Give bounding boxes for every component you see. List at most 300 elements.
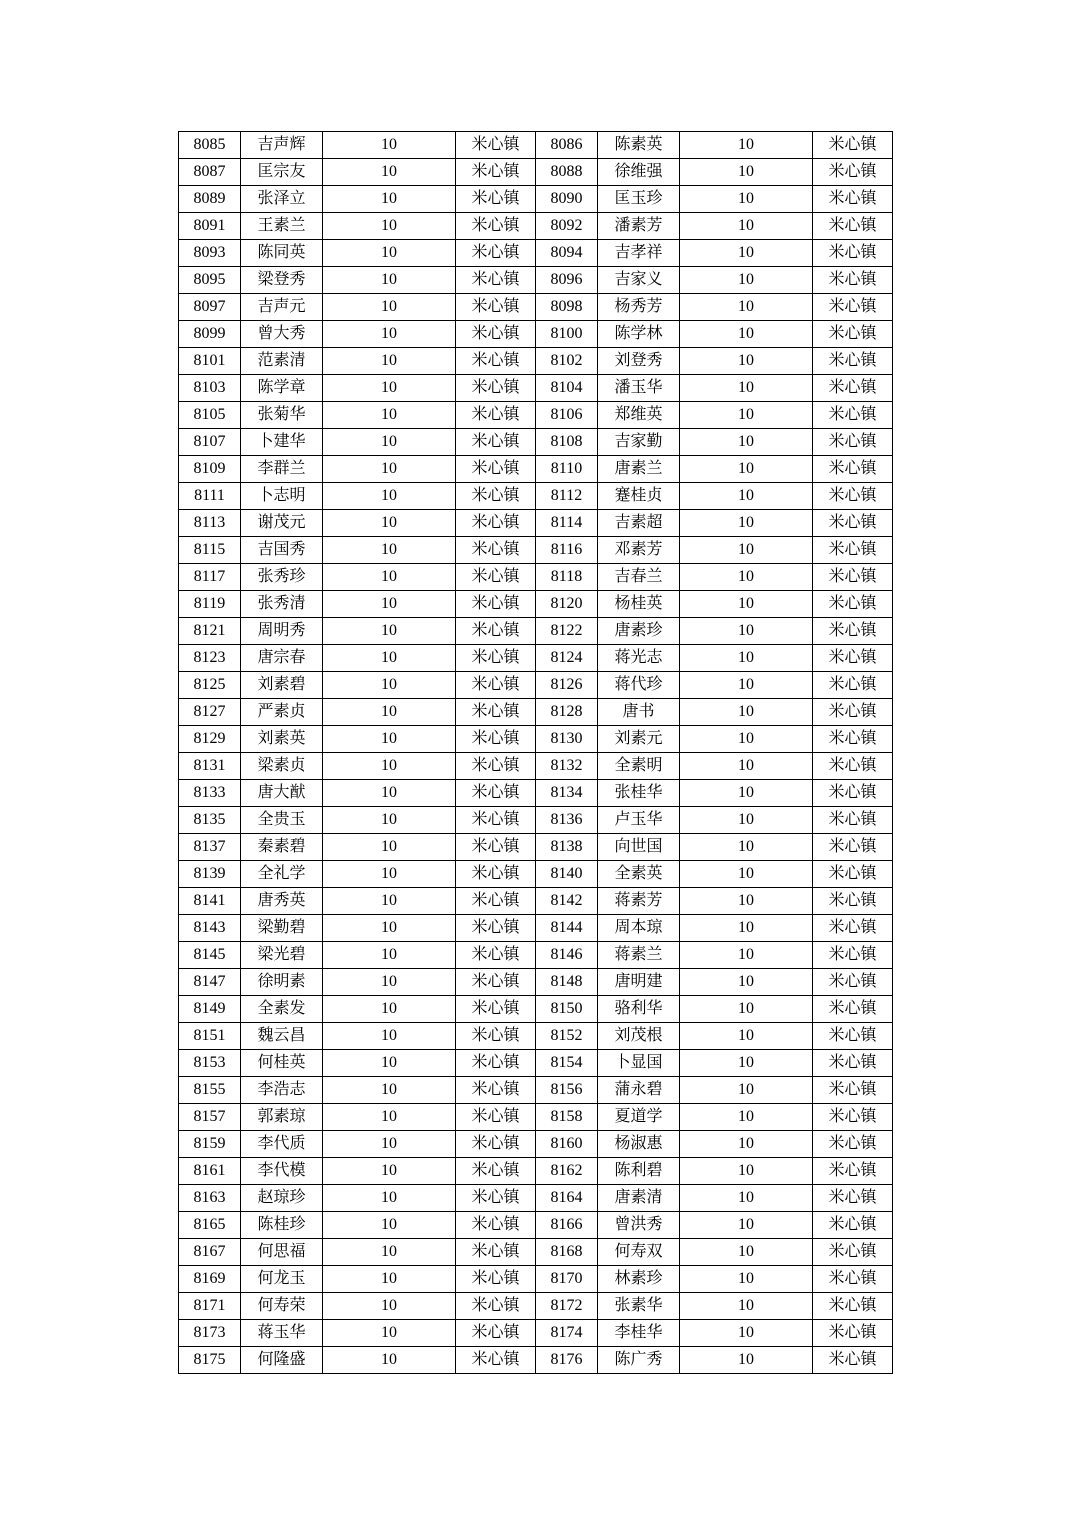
table-row — [179, 321, 893, 348]
cell-name: 何思福 — [241, 1239, 323, 1266]
cell-id: 8147 — [179, 969, 241, 996]
cell-amount: 10 — [680, 1158, 813, 1185]
table-row — [179, 267, 893, 294]
cell-id: 8120 — [536, 591, 598, 618]
cell-amount: 10 — [323, 1239, 456, 1266]
cell-name: 蒋素芳 — [598, 888, 680, 915]
cell-id: 8172 — [536, 1293, 598, 1320]
cell-town: 米心镇 — [456, 618, 536, 645]
cell-town: 米心镇 — [813, 375, 893, 402]
table-row — [179, 672, 893, 699]
cell-town: 米心镇 — [456, 888, 536, 915]
cell-town: 米心镇 — [813, 402, 893, 429]
cell-town: 米心镇 — [813, 780, 893, 807]
table-row — [179, 1347, 893, 1374]
cell-id: 8162 — [536, 1158, 598, 1185]
cell-name: 梁光碧 — [241, 942, 323, 969]
cell-town: 米心镇 — [456, 240, 536, 267]
table-row — [179, 1293, 893, 1320]
cell-amount: 10 — [680, 969, 813, 996]
cell-name: 卜建华 — [241, 429, 323, 456]
cell-name: 吉素超 — [598, 510, 680, 537]
cell-name: 吉家勤 — [598, 429, 680, 456]
table-row — [179, 1320, 893, 1347]
cell-amount: 10 — [680, 1185, 813, 1212]
cell-town: 米心镇 — [456, 861, 536, 888]
cell-id: 8145 — [179, 942, 241, 969]
cell-name: 刘素碧 — [241, 672, 323, 699]
cell-amount: 10 — [323, 834, 456, 861]
cell-name: 杨桂英 — [598, 591, 680, 618]
cell-name: 唐大猷 — [241, 780, 323, 807]
cell-town: 米心镇 — [456, 321, 536, 348]
cell-amount: 10 — [323, 1320, 456, 1347]
table-row — [179, 591, 893, 618]
cell-amount: 10 — [323, 915, 456, 942]
cell-id: 8138 — [536, 834, 598, 861]
cell-id: 8152 — [536, 1023, 598, 1050]
cell-amount: 10 — [323, 1347, 456, 1374]
cell-id: 8173 — [179, 1320, 241, 1347]
table-row — [179, 807, 893, 834]
cell-town: 米心镇 — [813, 726, 893, 753]
table-row — [179, 240, 893, 267]
cell-town: 米心镇 — [456, 699, 536, 726]
cell-amount: 10 — [680, 726, 813, 753]
cell-town: 米心镇 — [456, 537, 536, 564]
cell-id: 8125 — [179, 672, 241, 699]
cell-name: 陈利碧 — [598, 1158, 680, 1185]
records-table — [178, 131, 893, 1374]
cell-name: 魏云昌 — [241, 1023, 323, 1050]
cell-town: 米心镇 — [813, 240, 893, 267]
cell-id: 8150 — [536, 996, 598, 1023]
cell-id: 8093 — [179, 240, 241, 267]
table-row — [179, 699, 893, 726]
cell-name: 王素兰 — [241, 213, 323, 240]
cell-amount: 10 — [680, 861, 813, 888]
cell-town: 米心镇 — [456, 1158, 536, 1185]
table-body — [179, 132, 893, 1374]
cell-amount: 10 — [323, 591, 456, 618]
cell-id: 8085 — [179, 132, 241, 159]
cell-name: 唐素清 — [598, 1185, 680, 1212]
cell-name: 李桂华 — [598, 1320, 680, 1347]
cell-id: 8167 — [179, 1239, 241, 1266]
cell-id: 8090 — [536, 186, 598, 213]
cell-name: 蹇桂贞 — [598, 483, 680, 510]
cell-id: 8160 — [536, 1131, 598, 1158]
cell-amount: 10 — [323, 132, 456, 159]
cell-name: 何寿双 — [598, 1239, 680, 1266]
cell-name: 严素贞 — [241, 699, 323, 726]
table-row — [179, 1158, 893, 1185]
cell-amount: 10 — [323, 1158, 456, 1185]
cell-id: 8119 — [179, 591, 241, 618]
cell-town: 米心镇 — [456, 1050, 536, 1077]
cell-town: 米心镇 — [456, 186, 536, 213]
cell-amount: 10 — [680, 1131, 813, 1158]
cell-town: 米心镇 — [813, 267, 893, 294]
table-row — [179, 1185, 893, 1212]
cell-name: 李群兰 — [241, 456, 323, 483]
cell-name: 吉春兰 — [598, 564, 680, 591]
cell-town: 米心镇 — [456, 1023, 536, 1050]
cell-id: 8136 — [536, 807, 598, 834]
cell-id: 8094 — [536, 240, 598, 267]
cell-id: 8110 — [536, 456, 598, 483]
cell-town: 米心镇 — [813, 1131, 893, 1158]
cell-id: 8161 — [179, 1158, 241, 1185]
cell-town: 米心镇 — [813, 591, 893, 618]
cell-name: 林素珍 — [598, 1266, 680, 1293]
cell-amount: 10 — [323, 1023, 456, 1050]
table-row — [179, 726, 893, 753]
cell-id: 8149 — [179, 996, 241, 1023]
table-row — [179, 942, 893, 969]
cell-town: 米心镇 — [456, 510, 536, 537]
cell-amount: 10 — [680, 1212, 813, 1239]
cell-id: 8141 — [179, 888, 241, 915]
table-row — [179, 834, 893, 861]
cell-amount: 10 — [323, 186, 456, 213]
cell-town: 米心镇 — [456, 834, 536, 861]
cell-id: 8128 — [536, 699, 598, 726]
cell-name: 潘素芳 — [598, 213, 680, 240]
cell-id: 8166 — [536, 1212, 598, 1239]
table-row — [179, 348, 893, 375]
cell-name: 梁勤碧 — [241, 915, 323, 942]
cell-amount: 10 — [323, 294, 456, 321]
cell-amount: 10 — [323, 618, 456, 645]
cell-name: 梁素贞 — [241, 753, 323, 780]
cell-id: 8100 — [536, 321, 598, 348]
cell-name: 周本琼 — [598, 915, 680, 942]
cell-name: 赵琼珍 — [241, 1185, 323, 1212]
table-row — [179, 996, 893, 1023]
cell-name: 杨秀芳 — [598, 294, 680, 321]
table-row — [179, 510, 893, 537]
cell-id: 8143 — [179, 915, 241, 942]
cell-town: 米心镇 — [813, 861, 893, 888]
cell-name: 全贵玉 — [241, 807, 323, 834]
cell-town: 米心镇 — [813, 915, 893, 942]
cell-amount: 10 — [323, 1293, 456, 1320]
cell-town: 米心镇 — [813, 1266, 893, 1293]
cell-town: 米心镇 — [456, 564, 536, 591]
cell-town: 米心镇 — [813, 294, 893, 321]
cell-amount: 10 — [680, 375, 813, 402]
cell-amount: 10 — [680, 888, 813, 915]
cell-amount: 10 — [680, 321, 813, 348]
cell-name: 郑维英 — [598, 402, 680, 429]
cell-name: 吉国秀 — [241, 537, 323, 564]
cell-name: 蒋代珍 — [598, 672, 680, 699]
cell-id: 8087 — [179, 159, 241, 186]
cell-town: 米心镇 — [813, 699, 893, 726]
table-row — [179, 861, 893, 888]
cell-name: 杨淑惠 — [598, 1131, 680, 1158]
cell-amount: 10 — [680, 564, 813, 591]
cell-amount: 10 — [680, 915, 813, 942]
cell-town: 米心镇 — [456, 1077, 536, 1104]
cell-name: 何桂英 — [241, 1050, 323, 1077]
cell-name: 陈素英 — [598, 132, 680, 159]
cell-amount: 10 — [680, 1050, 813, 1077]
table-row — [179, 645, 893, 672]
cell-town: 米心镇 — [813, 969, 893, 996]
cell-id: 8096 — [536, 267, 598, 294]
cell-town: 米心镇 — [813, 1239, 893, 1266]
cell-amount: 10 — [323, 510, 456, 537]
cell-amount: 10 — [680, 942, 813, 969]
cell-amount: 10 — [323, 1131, 456, 1158]
cell-id: 8148 — [536, 969, 598, 996]
cell-id: 8139 — [179, 861, 241, 888]
cell-amount: 10 — [680, 780, 813, 807]
cell-town: 米心镇 — [813, 1212, 893, 1239]
cell-town: 米心镇 — [813, 888, 893, 915]
cell-id: 8132 — [536, 753, 598, 780]
cell-name: 全素英 — [598, 861, 680, 888]
cell-town: 米心镇 — [813, 186, 893, 213]
cell-name: 夏道学 — [598, 1104, 680, 1131]
table-row — [179, 915, 893, 942]
cell-amount: 10 — [680, 267, 813, 294]
cell-id: 8146 — [536, 942, 598, 969]
cell-name: 唐素兰 — [598, 456, 680, 483]
cell-id: 8142 — [536, 888, 598, 915]
cell-town: 米心镇 — [813, 753, 893, 780]
cell-amount: 10 — [323, 969, 456, 996]
cell-name: 吉家义 — [598, 267, 680, 294]
cell-amount: 10 — [680, 186, 813, 213]
cell-amount: 10 — [680, 456, 813, 483]
cell-id: 8131 — [179, 753, 241, 780]
cell-town: 米心镇 — [456, 1347, 536, 1374]
cell-name: 张泽立 — [241, 186, 323, 213]
table-row — [179, 969, 893, 996]
cell-id: 8130 — [536, 726, 598, 753]
cell-id: 8176 — [536, 1347, 598, 1374]
cell-town: 米心镇 — [813, 213, 893, 240]
cell-name: 全素发 — [241, 996, 323, 1023]
cell-town: 米心镇 — [456, 1104, 536, 1131]
table-row — [179, 1239, 893, 1266]
table-row — [179, 1023, 893, 1050]
table-row — [179, 1212, 893, 1239]
cell-amount: 10 — [680, 996, 813, 1023]
cell-name: 刘登秀 — [598, 348, 680, 375]
cell-amount: 10 — [323, 564, 456, 591]
cell-name: 全素明 — [598, 753, 680, 780]
cell-amount: 10 — [680, 1023, 813, 1050]
cell-name: 吉孝祥 — [598, 240, 680, 267]
cell-town: 米心镇 — [456, 429, 536, 456]
cell-name: 张素华 — [598, 1293, 680, 1320]
cell-id: 8101 — [179, 348, 241, 375]
cell-amount: 10 — [680, 753, 813, 780]
cell-town: 米心镇 — [813, 510, 893, 537]
cell-id: 8170 — [536, 1266, 598, 1293]
cell-name: 蒋素兰 — [598, 942, 680, 969]
cell-town: 米心镇 — [813, 942, 893, 969]
table-row — [179, 1077, 893, 1104]
cell-amount: 10 — [323, 861, 456, 888]
cell-id: 8153 — [179, 1050, 241, 1077]
cell-id: 8158 — [536, 1104, 598, 1131]
cell-name: 潘玉华 — [598, 375, 680, 402]
cell-town: 米心镇 — [456, 348, 536, 375]
cell-id: 8114 — [536, 510, 598, 537]
cell-town: 米心镇 — [813, 1158, 893, 1185]
cell-amount: 10 — [680, 699, 813, 726]
cell-town: 米心镇 — [456, 996, 536, 1023]
cell-town: 米心镇 — [813, 456, 893, 483]
cell-name: 张菊华 — [241, 402, 323, 429]
table-row — [179, 429, 893, 456]
cell-name: 蒋玉华 — [241, 1320, 323, 1347]
table-row — [179, 1050, 893, 1077]
cell-town: 米心镇 — [813, 834, 893, 861]
table-row — [179, 159, 893, 186]
cell-town: 米心镇 — [456, 483, 536, 510]
cell-town: 米心镇 — [813, 132, 893, 159]
cell-id: 8095 — [179, 267, 241, 294]
cell-id: 8107 — [179, 429, 241, 456]
cell-town: 米心镇 — [456, 645, 536, 672]
cell-amount: 10 — [323, 240, 456, 267]
cell-id: 8163 — [179, 1185, 241, 1212]
cell-amount: 10 — [680, 429, 813, 456]
cell-amount: 10 — [323, 1104, 456, 1131]
cell-town: 米心镇 — [456, 591, 536, 618]
cell-name: 何隆盛 — [241, 1347, 323, 1374]
cell-town: 米心镇 — [456, 267, 536, 294]
cell-name: 曾洪秀 — [598, 1212, 680, 1239]
cell-town: 米心镇 — [456, 1131, 536, 1158]
cell-town: 米心镇 — [813, 429, 893, 456]
cell-id: 8086 — [536, 132, 598, 159]
cell-town: 米心镇 — [813, 483, 893, 510]
cell-town: 米心镇 — [456, 402, 536, 429]
cell-id: 8117 — [179, 564, 241, 591]
cell-town: 米心镇 — [813, 645, 893, 672]
records-table-container — [178, 131, 893, 1374]
cell-name: 吉声元 — [241, 294, 323, 321]
cell-amount: 10 — [323, 996, 456, 1023]
cell-id: 8171 — [179, 1293, 241, 1320]
cell-amount: 10 — [680, 591, 813, 618]
cell-id: 8151 — [179, 1023, 241, 1050]
cell-name: 陈学林 — [598, 321, 680, 348]
cell-name: 徐明素 — [241, 969, 323, 996]
cell-name: 李代模 — [241, 1158, 323, 1185]
cell-town: 米心镇 — [456, 456, 536, 483]
cell-id: 8088 — [536, 159, 598, 186]
cell-town: 米心镇 — [813, 537, 893, 564]
cell-amount: 10 — [323, 699, 456, 726]
cell-id: 8175 — [179, 1347, 241, 1374]
cell-town: 米心镇 — [813, 1023, 893, 1050]
cell-town: 米心镇 — [456, 294, 536, 321]
cell-id: 8155 — [179, 1077, 241, 1104]
table-row — [179, 1266, 893, 1293]
cell-id: 8116 — [536, 537, 598, 564]
cell-amount: 10 — [323, 672, 456, 699]
cell-id: 8140 — [536, 861, 598, 888]
cell-amount: 10 — [680, 1104, 813, 1131]
cell-amount: 10 — [323, 483, 456, 510]
cell-name: 刘素英 — [241, 726, 323, 753]
cell-amount: 10 — [680, 807, 813, 834]
table-row — [179, 618, 893, 645]
cell-id: 8127 — [179, 699, 241, 726]
cell-town: 米心镇 — [813, 1050, 893, 1077]
cell-id: 8098 — [536, 294, 598, 321]
table-row — [179, 483, 893, 510]
cell-id: 8122 — [536, 618, 598, 645]
cell-name: 匡宗友 — [241, 159, 323, 186]
cell-name: 吉声辉 — [241, 132, 323, 159]
cell-town: 米心镇 — [456, 159, 536, 186]
table-row — [179, 456, 893, 483]
cell-name: 唐秀英 — [241, 888, 323, 915]
cell-town: 米心镇 — [813, 1104, 893, 1131]
cell-town: 米心镇 — [813, 1347, 893, 1374]
cell-name: 唐明建 — [598, 969, 680, 996]
cell-name: 陈学章 — [241, 375, 323, 402]
cell-id: 8165 — [179, 1212, 241, 1239]
cell-amount: 10 — [680, 240, 813, 267]
cell-name: 唐书 — [598, 699, 680, 726]
cell-name: 范素清 — [241, 348, 323, 375]
cell-amount: 10 — [323, 159, 456, 186]
cell-amount: 10 — [680, 537, 813, 564]
cell-amount: 10 — [323, 348, 456, 375]
cell-id: 8099 — [179, 321, 241, 348]
cell-name: 向世国 — [598, 834, 680, 861]
cell-id: 8097 — [179, 294, 241, 321]
cell-id: 8091 — [179, 213, 241, 240]
cell-name: 何龙玉 — [241, 1266, 323, 1293]
cell-id: 8111 — [179, 483, 241, 510]
cell-name: 全礼学 — [241, 861, 323, 888]
cell-amount: 10 — [680, 1293, 813, 1320]
cell-town: 米心镇 — [456, 1185, 536, 1212]
cell-town: 米心镇 — [813, 672, 893, 699]
cell-id: 8113 — [179, 510, 241, 537]
cell-amount: 10 — [323, 807, 456, 834]
cell-amount: 10 — [680, 510, 813, 537]
table-row — [179, 186, 893, 213]
cell-name: 陈同英 — [241, 240, 323, 267]
cell-amount: 10 — [323, 537, 456, 564]
cell-town: 米心镇 — [456, 942, 536, 969]
cell-amount: 10 — [323, 402, 456, 429]
cell-id: 8118 — [536, 564, 598, 591]
cell-name: 陈桂珍 — [241, 1212, 323, 1239]
cell-name: 徐维强 — [598, 159, 680, 186]
cell-name: 张秀珍 — [241, 564, 323, 591]
cell-town: 米心镇 — [813, 321, 893, 348]
cell-amount: 10 — [323, 1212, 456, 1239]
cell-town: 米心镇 — [813, 996, 893, 1023]
cell-amount: 10 — [680, 1266, 813, 1293]
cell-amount: 10 — [680, 1347, 813, 1374]
cell-id: 8169 — [179, 1266, 241, 1293]
cell-id: 8157 — [179, 1104, 241, 1131]
